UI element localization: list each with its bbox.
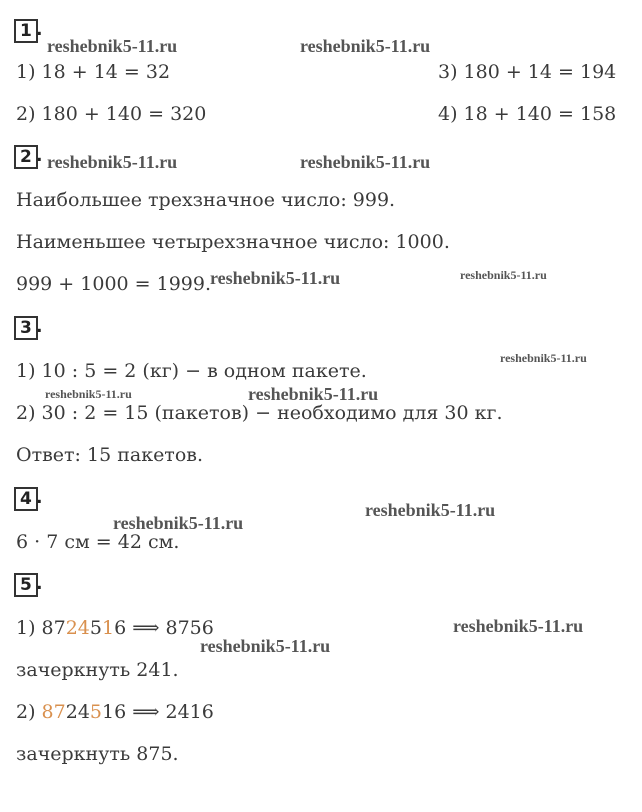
watermark: reshebnik5-11.ru xyxy=(210,268,341,288)
equation: 4) 18 + 140 = 158 xyxy=(438,103,617,125)
equation: 999 + 1000 = 1999. xyxy=(16,273,212,295)
watermark: reshebnik5-11.ru xyxy=(300,36,431,56)
highlighted-digits: 87 xyxy=(41,701,66,723)
equation: 1) 18 + 14 = 32 xyxy=(16,61,171,83)
highlighted-digits: 5 xyxy=(89,701,103,723)
watermark: reshebnik5-11.ru xyxy=(113,513,244,533)
equation: 6 · 7 см = 42 см. xyxy=(16,531,180,553)
text-line: 1) 10 : 5 = 2 (кг) − в одном пакете. xyxy=(16,360,367,382)
watermark: reshebnik5-11.ru xyxy=(200,636,331,656)
task-number-dot: . xyxy=(36,574,43,594)
task-number-2: 2 xyxy=(14,145,38,169)
task-number-dot: . xyxy=(36,317,43,337)
task-number-4: 4 xyxy=(14,487,38,511)
digits: 24 xyxy=(65,701,90,723)
text-line: Наименьшее четырехзначное число: 1000. xyxy=(16,231,450,253)
task-number-dot: . xyxy=(36,488,43,508)
equation: 3) 180 + 14 = 194 xyxy=(438,61,617,83)
watermark: reshebnik5-11.ru xyxy=(453,616,584,636)
digits: 1) 87 xyxy=(16,617,66,639)
task-number-1: 1 xyxy=(14,19,38,43)
digits: 2) xyxy=(16,701,42,723)
watermark: reshebnik5-11.ru xyxy=(300,152,431,172)
digits: 5 xyxy=(89,617,102,639)
task-number-dot: . xyxy=(36,146,43,166)
watermark: reshebnik5-11.ru xyxy=(365,500,496,520)
watermark: reshebnik5-11.ru xyxy=(500,351,587,365)
watermark: reshebnik5-11.ru xyxy=(45,387,132,401)
digits: 6 ⟹ 8756 xyxy=(114,617,214,639)
watermark: reshebnik5-11.ru xyxy=(248,384,379,404)
watermark: reshebnik5-11.ru xyxy=(47,36,178,56)
crossing-example-1 xyxy=(16,616,214,640)
equation: 2) 180 + 140 = 320 xyxy=(16,103,207,125)
task-number-dot: . xyxy=(36,20,43,40)
text-line: 2) 30 : 2 = 15 (пакетов) − необходимо для 30 кг. xyxy=(16,402,503,424)
highlighted-digits: 24 xyxy=(65,617,90,639)
text-line: зачеркнуть 241. xyxy=(16,659,179,681)
watermark: reshebnik5-11.ru xyxy=(460,268,547,282)
crossing-example-2 xyxy=(16,700,214,724)
answer-line: Ответ: 15 пакетов. xyxy=(16,444,203,466)
digits: 16 ⟹ 2416 xyxy=(102,701,214,723)
watermark: reshebnik5-11.ru xyxy=(47,152,178,172)
task-number-3: 3 xyxy=(14,316,38,340)
text-line: зачеркнуть 875. xyxy=(16,743,179,765)
task-number-5: 5 xyxy=(14,573,38,597)
highlighted-digits: 1 xyxy=(102,617,115,639)
text-line: Наибольшее трехзначное число: 999. xyxy=(16,189,396,211)
